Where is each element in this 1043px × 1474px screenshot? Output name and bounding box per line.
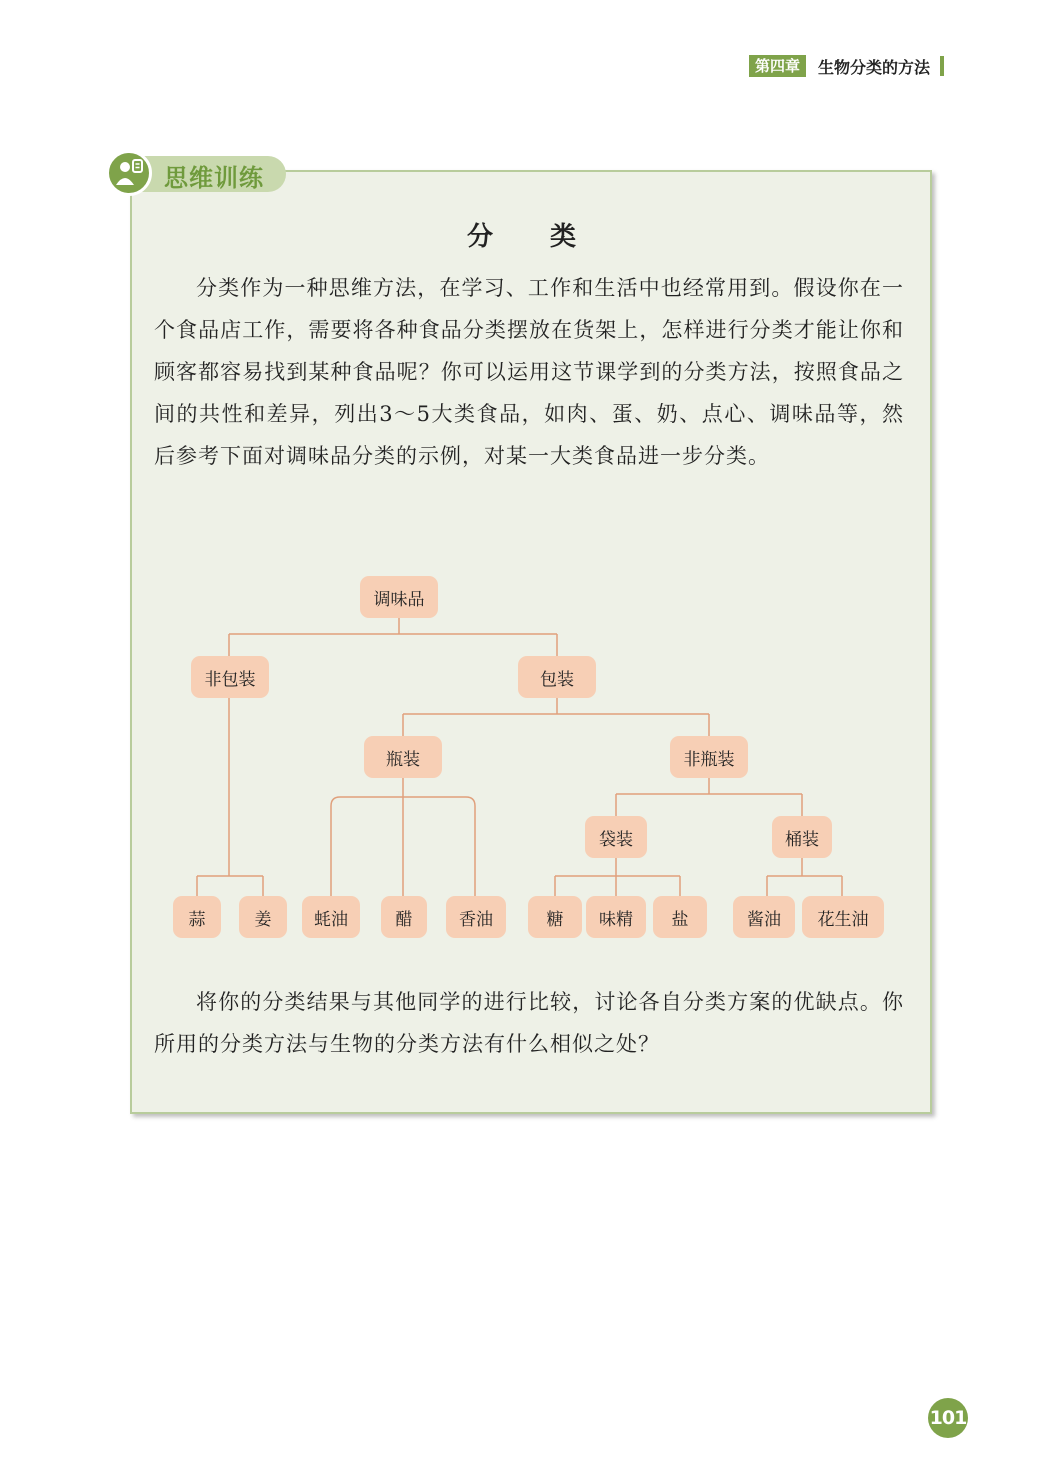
leaf-msg: 味精 [586, 896, 646, 938]
node-unpackaged: 非包装 [191, 656, 269, 698]
leaf-sesame-oil: 香油 [446, 896, 506, 938]
chapter-badge: 第四章 [749, 55, 806, 77]
leaf-peanut-oil: 花生油 [802, 896, 884, 938]
section-label-text: 思维训练 [164, 164, 264, 192]
chapter-title: 生物分类的方法 [818, 57, 931, 77]
leaf-sugar: 糖 [528, 896, 582, 938]
leaf-garlic: 蒜 [173, 896, 221, 938]
page-number: 101 [928, 1398, 968, 1438]
leaf-salt: 盐 [653, 896, 707, 938]
section-title: 分 类 [466, 222, 601, 252]
intro-paragraph: 分类作为一种思维方法，在学习、工作和生活中也经常用到。假设你在一个食品店工作，需要将各种食品分类摆放在货架上，怎样进行分类才能让你和顾客都容易找到某种食品呢？你可以运用这节课学到的分类方法，按照食品之间的共性和差异，列出3～5大类食品，如肉、蛋、奶、点心、调味品等，然后参考下面对调味品分类的示例，对某一大类食品进一步分类。 [154, 276, 904, 468]
node-packaged: 包装 [518, 656, 596, 698]
leaf-ginger: 姜 [239, 896, 287, 938]
node-bagged: 袋装 [585, 816, 647, 858]
leaf-oyster-sauce: 蚝油 [302, 896, 360, 938]
node-non-bottled: 非瓶装 [670, 736, 748, 778]
node-barreled: 桶装 [772, 816, 832, 858]
leaf-soy-sauce: 酱油 [733, 896, 795, 938]
node-bottled: 瓶装 [364, 736, 442, 778]
discussion-paragraph: 将你的分类结果与其他同学的进行比较，讨论各自分类方案的优缺点。你所用的分类方法与生物的分类方法有什么相似之处？ [154, 990, 904, 1056]
node-root: 调味品 [360, 576, 438, 618]
leaf-vinegar: 醋 [381, 896, 427, 938]
